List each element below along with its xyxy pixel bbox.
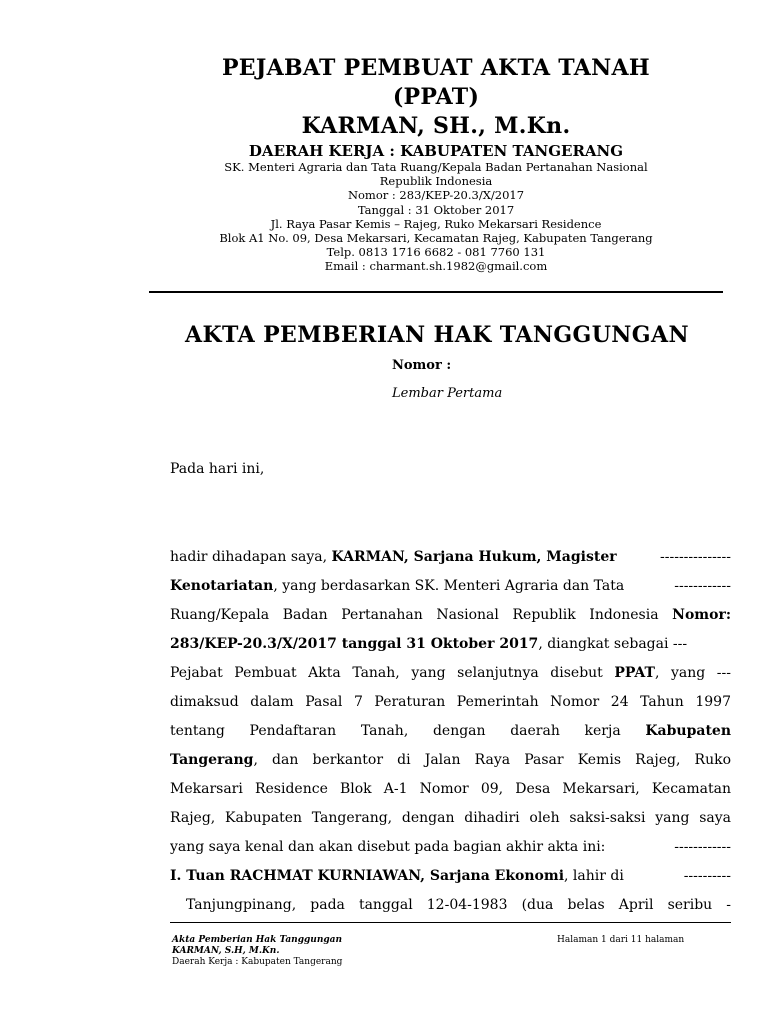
- text: hadir dihadapan saya,: [170, 549, 332, 565]
- work-area-city: Tangerang: [170, 752, 254, 768]
- letterhead-address2: Blok A1 No. 09, Desa Mekarsari, Kecamatan Rajeg, Kabupaten Tangerang: [219, 231, 653, 246]
- footer-notary-name: KARMAN, S.H, M.Kn.: [172, 946, 280, 956]
- body-line-6: dimaksud dalam Pasal 7 Peraturan Pemerintah Nomor 24 Tahun 1997: [170, 694, 731, 710]
- letterhead-sk-line2: Republik Indonesia: [379, 174, 493, 189]
- letterhead-sk-date: Tanggal : 31 Oktober 2017: [357, 202, 515, 217]
- body-line-3: [170, 601, 731, 630]
- deed-sheet-label: Lembar Pertama: [392, 386, 503, 401]
- body-line-13: Tanjungpinang, pada tanggal 12-04-1983 (dua belas April seribu -: [186, 897, 731, 913]
- filler-dashes: ---------------: [660, 549, 731, 565]
- ppat-abbr: PPAT: [614, 665, 655, 681]
- deed-opening: Pada hari ini,: [170, 461, 265, 477]
- letterhead-name: KARMAN, SH., M.Kn.: [301, 113, 571, 139]
- body-line-11: [170, 833, 731, 862]
- letterhead-sk-number: Nomor : 283/KEP-20.3/X/2017: [347, 188, 525, 203]
- body-line-4: [170, 630, 731, 659]
- filler-dashes: ------------: [674, 839, 731, 855]
- body-line-9: Mekarsari Residence Blok A-1 Nomor 09, Desa Mekarsari, Kecamatan: [170, 781, 731, 797]
- letterhead-office-abbr: (PPAT): [392, 84, 480, 110]
- letterhead-sk-line1: SK. Menteri Agraria dan Tata Ruang/Kepala Badan Pertanahan Nasional: [224, 160, 648, 174]
- footer-work-area: Daerah Kerja : Kabupaten Tangerang: [172, 957, 343, 967]
- body-line-8: [170, 746, 731, 775]
- body-line-10: Rajeg, Kabupaten Tangerang, dengan dihadiri oleh saksi-saksi yang saya: [170, 810, 731, 826]
- notary-name: KARMAN, Sarjana Hukum, Magister: [331, 549, 617, 565]
- body-line-2: [170, 572, 731, 601]
- text: , diangkat sebagai ---: [538, 636, 688, 652]
- letterhead-address1: Jl. Raya Pasar Kemis – Rajeg, Ruko Mekarsari Residence: [270, 216, 602, 231]
- deed-title: AKTA PEMBERIAN HAK TANGGUNGAN: [185, 322, 689, 348]
- body-line-5: [170, 659, 731, 688]
- filler-dashes: ----------: [683, 868, 731, 884]
- deed-body: [170, 543, 731, 920]
- text: Pejabat Pembuat Akta Tanah, yang selanjutnya disebut: [170, 665, 615, 681]
- notary-degree: Kenotariatan: [170, 578, 274, 594]
- letterhead-email: Email : charmant.sh.1982@gmail.com: [324, 259, 548, 274]
- sk-number-label: Nomor:: [672, 607, 731, 623]
- text: , yang ---: [654, 665, 731, 681]
- footer-divider: [170, 922, 731, 923]
- body-line-12: [170, 862, 731, 891]
- text: Ruang/Kepala Badan Pertanahan Nasional Republik Indonesia: [170, 607, 673, 623]
- party-name: I. Tuan RACHMAT KURNIAWAN, Sarjana Ekonomi: [170, 868, 565, 884]
- body-line-1: [170, 543, 731, 572]
- letterhead-work-area: DAERAH KERJA : KABUPATEN TANGERANG: [248, 142, 624, 160]
- text: , lahir di: [564, 868, 624, 884]
- letterhead: [150, 54, 722, 274]
- footer-deed-title: Akta Pemberian Hak Tanggungan: [172, 935, 343, 945]
- sk-number-date: 283/KEP-20.3/X/2017 tanggal 31 Oktober 2017: [170, 636, 539, 652]
- footer-left: [172, 935, 342, 968]
- text: , dan berkantor di Jalan Raya Pasar Kemis Rajeg, Ruko: [253, 752, 731, 768]
- filler-dashes: ------------: [674, 578, 731, 594]
- header-divider: [149, 291, 723, 293]
- letterhead-office-title: PEJABAT PEMBUAT AKTA TANAH: [221, 55, 651, 81]
- text: tentang Pendaftaran Tanah, dengan daerah kerja: [170, 723, 646, 739]
- text: yang saya kenal dan akan disebut pada bagian akhir akta ini:: [170, 839, 606, 855]
- letterhead-phone: Telp. 0813 1716 6682 - 081 7760 131: [326, 245, 546, 260]
- footer-page-number: Halaman 1 dari 11 halaman: [557, 935, 685, 945]
- text: , yang berdasarkan SK. Menteri Agraria dan Tata: [273, 578, 625, 594]
- body-line-7: [170, 717, 731, 746]
- deed-number-label: Nomor :: [392, 358, 452, 373]
- work-area-regency: Kabupaten: [645, 723, 731, 739]
